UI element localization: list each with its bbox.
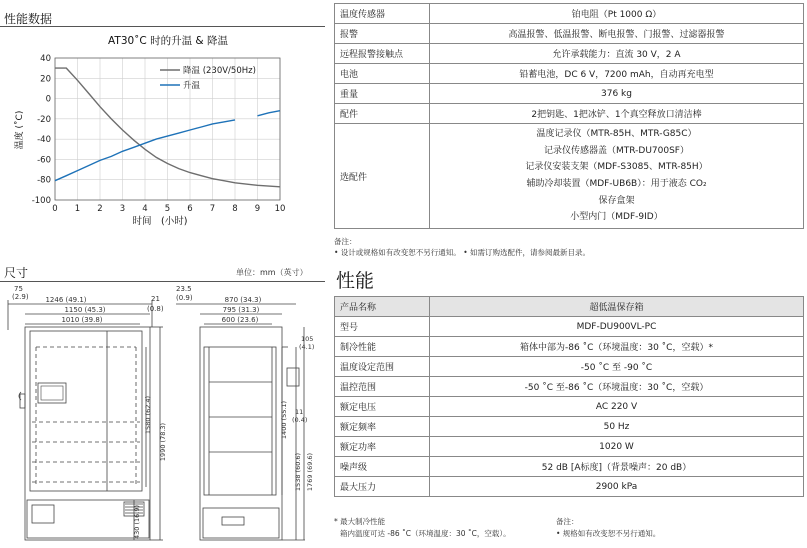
x-tick-label: 2 [97, 204, 103, 214]
x-tick-label: 4 [142, 204, 148, 214]
y-tick-label: -40 [37, 135, 51, 146]
note-bottom-text: • 规格如有改变恕不另行通知。 [556, 529, 661, 538]
dim-1990: 1990 (78.3) [159, 422, 167, 462]
performance-label: 型号 [335, 317, 430, 337]
y-tick-label: 20 [40, 74, 51, 85]
spec-row [335, 4, 804, 24]
legend-label: 升温 [183, 81, 201, 91]
chart-title: AT30˚C 时的升温 & 降温 [108, 35, 228, 47]
y-tick-label: -20 [37, 114, 51, 125]
performance-row [335, 337, 804, 357]
spec-row [335, 64, 804, 84]
y-tick-label: 40 [40, 54, 51, 64]
spec-value: 376 kg [430, 84, 804, 104]
performance-label: 温控范围 [335, 377, 430, 397]
y-tick-label: -60 [37, 155, 51, 166]
spec-label: 温度传感器 [335, 4, 430, 24]
performance-label: 噪声级 [335, 457, 430, 477]
y-axis-label: 温度 (˚C) [15, 110, 25, 150]
dim-75: 75 [14, 285, 23, 293]
dim-23: 23.5 [176, 285, 192, 293]
spec-value: 高温报警、低温报警、断电报警、门报警、过滤器报警 [430, 24, 804, 44]
dim-11-in: (0.4) [292, 416, 308, 424]
spec-label: 选配件 [335, 124, 430, 229]
x-tick-label: 7 [209, 204, 216, 214]
dim-105-in: (4.1) [299, 343, 315, 351]
footnote-text: 箱内温度可达 -86 ˚C（环境温度：30 ˚C，空载）。 [340, 529, 511, 538]
spec-row [335, 24, 804, 44]
footnote-title: * 最大制冷性能 [334, 517, 386, 526]
dim-1769: 1769 (69.6) [306, 452, 314, 492]
performance-value: 1020 W [430, 437, 804, 457]
x-tick-label: 5 [164, 204, 171, 214]
x-tick-label: 10 [274, 204, 286, 214]
spec-label: 电池 [335, 64, 430, 84]
spec-label: 重量 [335, 84, 430, 104]
dim-21: 21 [151, 295, 160, 303]
performance-value: -50 ˚C 至 -90 ˚C [430, 357, 804, 377]
dim-870: 870 (34.3) [224, 296, 262, 304]
performance-row [335, 437, 804, 457]
legend-label: 降温 (230V/50Hz) [183, 66, 256, 76]
performance-row [335, 317, 804, 337]
dim-1580: 1580 (62.4) [144, 395, 152, 435]
y-tick-label: -100 [31, 196, 51, 206]
spec-row [335, 124, 804, 229]
dimensions-unit: 单位：mm（英寸） [236, 268, 308, 277]
performance-table [334, 296, 804, 497]
performance-value: 2900 kPa [430, 477, 804, 497]
y-tick-label: 0 [45, 94, 51, 105]
spec-row [335, 104, 804, 124]
spec-label: 远程报警接触点 [335, 44, 430, 64]
performance-label: 额定功率 [335, 437, 430, 457]
spec-value: 铂电阻（Pt 1000 Ω） [430, 4, 804, 24]
front-cabinet [25, 327, 150, 540]
y-tick-label: -80 [37, 175, 51, 186]
performance-label: 温度设定范围 [335, 357, 430, 377]
spec-value [430, 124, 804, 229]
performance-data-heading: 性能数据 [4, 12, 53, 26]
note-top-title: 备注： [334, 237, 357, 246]
spec-row [335, 84, 804, 104]
x-tick-label: 8 [232, 204, 238, 214]
dim-600: 600 (23.6) [221, 316, 259, 324]
performance-row [335, 377, 804, 397]
performance-row [335, 297, 804, 317]
spec-table [334, 3, 804, 229]
x-axis-label: 时间 (小时) [132, 216, 188, 227]
dim-75-in: (2.9) [12, 293, 29, 301]
performance-label: 制冷性能 [335, 337, 430, 357]
option-item: 记录仪安装支架（MDF-S3085、MTR-85H） [525, 162, 708, 173]
performance-label: 额定电压 [335, 397, 430, 417]
dim-430: 430 (16.9) [133, 504, 141, 540]
spec-value: 2把钥匙、1把冰铲、1个真空释放口清洁棒 [430, 104, 804, 124]
option-item: 记录仪传感器盖（MTR-DU700SF） [544, 145, 689, 156]
x-tick-label: 0 [52, 204, 58, 214]
note-bottom-title: 备注： [556, 517, 579, 526]
spec-value: 铅蓄电池，DC 6 V，7200 mAh，自动再充电型 [430, 64, 804, 84]
dim-1538: 1538 (60.6) [294, 452, 302, 492]
dim-1246: 1246 (49.1) [45, 296, 87, 304]
performance-value: AC 220 V [430, 397, 804, 417]
performance-value: 超低温保存箱 [430, 297, 804, 317]
option-item: 辅助冷却装置（MDF-UB6B）：用于液态 CO₂ [526, 179, 707, 189]
option-item: 温度记录仪（MTR-85H、MTR-G85C） [536, 128, 697, 139]
performance-label: 额定频率 [335, 417, 430, 437]
spec-value: 允许承载能力：直流 30 V，2 A [430, 44, 804, 64]
temperature-chart [0, 28, 325, 233]
dim-11: 11 [295, 408, 304, 416]
option-item: 保存盒架 [598, 195, 635, 206]
spec-label: 配件 [335, 104, 430, 124]
dim-105: 105 [301, 335, 314, 343]
performance-label: 最大压力 [335, 477, 430, 497]
performance-value: 50 Hz [430, 417, 804, 437]
performance-data-rule [0, 26, 325, 27]
performance-heading: 性能 [336, 270, 375, 292]
dim-1150: 1150 (45.3) [64, 306, 106, 314]
dim-795: 795 (31.3) [222, 306, 260, 314]
note-top-text: • 设计或规格如有改变恕不另行通知。 • 如需订购选配件，请参阅最新目录。 [334, 248, 590, 257]
option-item: 小型内门（MDF-9ID） [570, 212, 663, 223]
performance-value: MDF-DU900VL-PC [430, 317, 804, 337]
x-tick-label: 1 [74, 204, 81, 214]
front-base-unit [27, 500, 149, 538]
dim-21-in: (0.8) [147, 305, 164, 313]
dim-1010: 1010 (39.8) [61, 316, 103, 324]
performance-row [335, 357, 804, 377]
performance-label: 产品名称 [335, 297, 430, 317]
dim-1400: 1400 (55.1) [280, 400, 288, 440]
performance-value: 52 dB [A标度]（背景噪声：20 dB） [430, 457, 804, 477]
spec-row [335, 44, 804, 64]
dimension-drawing [0, 282, 325, 548]
side-base-unit [203, 508, 279, 538]
x-tick-label: 9 [254, 204, 261, 214]
spec-label: 报警 [335, 24, 430, 44]
front-door [30, 331, 142, 491]
performance-row [335, 417, 804, 437]
performance-value: 箱体中部为-86 ˚C（环境温度：30 ˚C，空载）* [430, 337, 804, 357]
warming-curve [258, 111, 281, 116]
x-tick-label: 6 [187, 204, 193, 214]
performance-row [335, 457, 804, 477]
performance-value: -50 ˚C 至-86 ˚C（环境温度：30 ˚C，空载） [430, 377, 804, 397]
performance-row [335, 477, 804, 497]
dimensions-heading: 尺寸 [4, 266, 29, 280]
performance-row [335, 397, 804, 417]
dim-23-in: (0.9) [176, 294, 193, 302]
x-tick-label: 3 [119, 204, 126, 214]
